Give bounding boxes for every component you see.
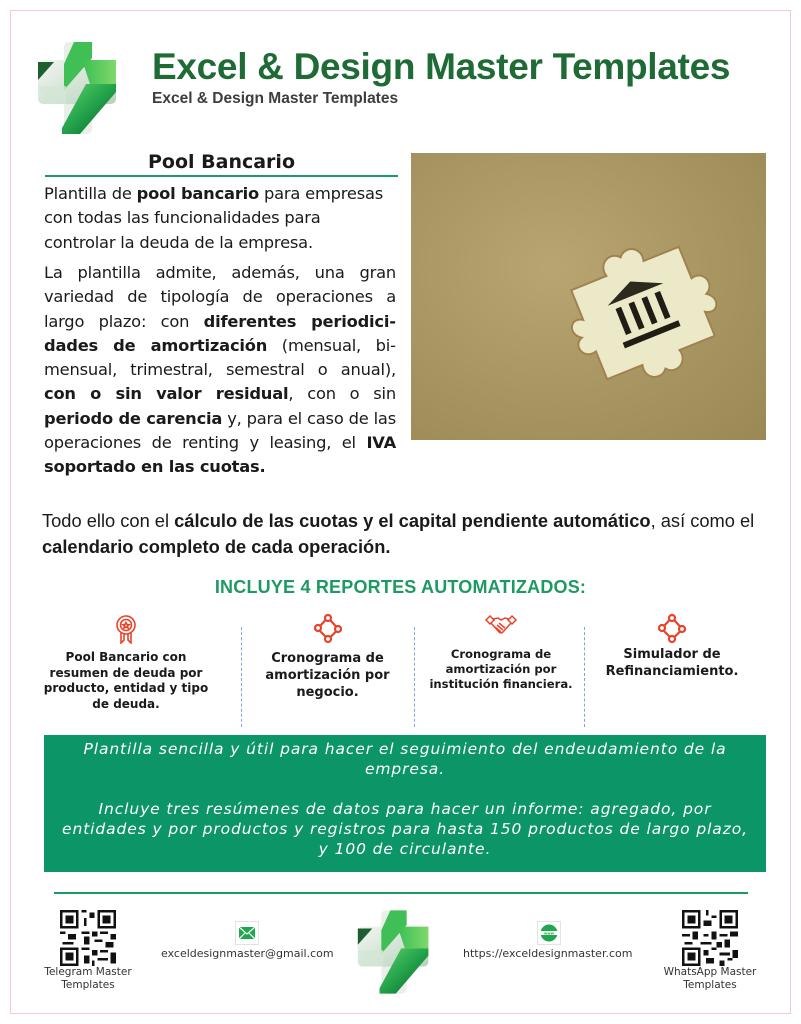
whatsapp-qr-code-icon [682, 910, 738, 966]
reports-heading: INCLUYE 4 REPORTES AUTOMATIZADOS: [214, 577, 587, 597]
website-link[interactable]: https://exceldesignmaster.com [463, 947, 633, 960]
divider [241, 627, 242, 727]
section-title: Pool Bancario [147, 151, 295, 173]
telegram-qr-code-icon [60, 910, 116, 966]
brand-title: Excel & Design Master Templates [152, 46, 731, 87]
email-icon[interactable] [235, 921, 259, 945]
divider [414, 627, 415, 727]
intro-paragraph-1: Plantilla de pool bancario para empresas con todas las funcionalidades para controlar la deuda de la empresa. [44, 184, 384, 252]
bank-puzzle-photo [411, 153, 766, 440]
whatsapp-caption: WhatsApp Master Templates [663, 966, 757, 991]
report-label: Simulador de Refinanciamiento. [605, 647, 739, 679]
network-nodes-icon [658, 614, 686, 644]
globe-www-icon [540, 924, 558, 942]
report-item [420, 614, 582, 692]
network-nodes-icon [314, 614, 342, 644]
envelope-icon [239, 927, 255, 939]
email-link[interactable]: exceldesignmaster@gmail.com [161, 947, 334, 960]
report-item [40, 614, 212, 712]
report-label: Pool Bancario con resumen de deuda por producto, entidad y tipo de deuda. [43, 650, 209, 711]
footer-divider [54, 892, 748, 894]
award-ribbon-icon [112, 614, 140, 644]
report-item [250, 614, 405, 701]
footer-logo-icon [356, 908, 432, 996]
highlight-box [44, 735, 766, 872]
website-icon[interactable] [537, 921, 561, 945]
report-label: Cronograma de amortización por institución financiera. [429, 647, 573, 691]
report-label: Cronograma de amortización por negocio. [265, 651, 390, 700]
svg-text:www: www [544, 931, 554, 936]
handshake-icon [485, 614, 517, 638]
highlight-line-1: Plantilla sencilla y útil para hacer el seguimiento del endeudamiento de la empresa. [83, 740, 727, 778]
telegram-caption: Telegram Master Templates [44, 966, 132, 991]
report-item [592, 614, 752, 680]
divider [584, 627, 585, 727]
summary-paragraph: Todo ello con el cálculo de las cuotas y el capital pendiente automático, así como el calendario completo de cada operación. [42, 510, 755, 557]
title-underline [45, 175, 398, 177]
brand-subtitle: Excel & Design Master Templates [152, 90, 399, 107]
highlight-line-2: Incluye tres resúmenes de datos para hacer un informe: agregado, por entidades y por productos y registros para hasta 150 productos de largo plazo, y 100 de circulante. [62, 800, 748, 858]
puzzle-bank-icon [411, 153, 766, 440]
intro-paragraph-2: La plantilla admite, además, una gran variedad de tipología de operaciones a largo plazo: con diferentes periodicidades de amortización (mensual, bimensual, trimestral, semestral o anual), con o sin valor residual, con o sin periodo de carencia y, para el caso de las operaciones de renting y leasing, el IVA soportado en las cuotas. [44, 263, 397, 477]
brand-logo-icon [36, 40, 120, 136]
